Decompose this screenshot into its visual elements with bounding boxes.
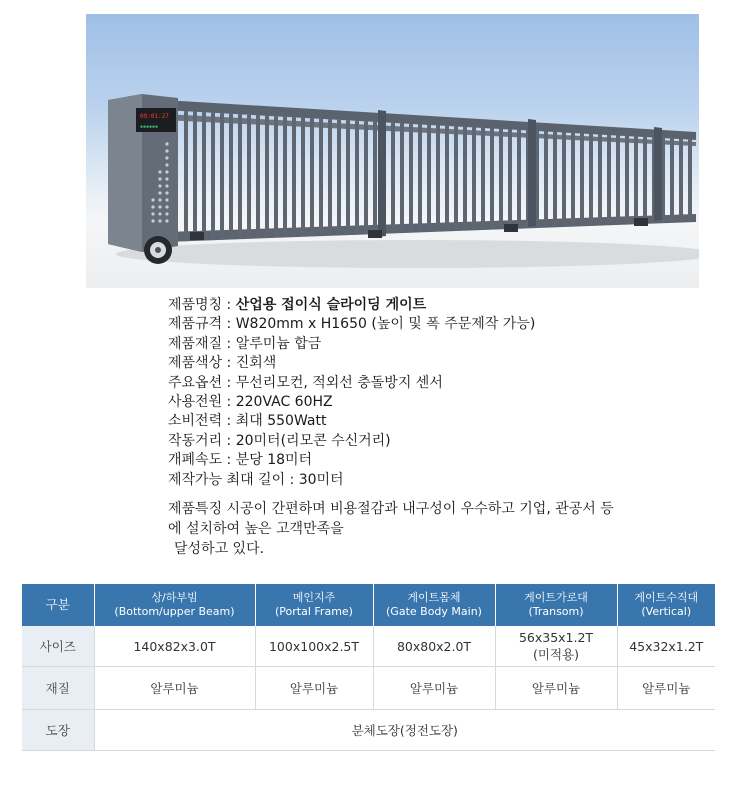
spec-value: 산업용 접이식 슬라이딩 게이트: [235, 297, 427, 313]
spec-key: 제품색상 :: [168, 355, 236, 372]
sliding-gate-illustration: [86, 14, 699, 288]
header-portal-frame: 메인지주 (Portal Frame): [255, 584, 373, 626]
spec-row: [168, 412, 535, 431]
spec-list: [168, 296, 535, 490]
table-cell: 80x80x2.0T: [373, 626, 495, 667]
header-beam: 상/하부빔 (Bottom/upper Beam): [94, 584, 255, 626]
spec-value: 20미터(리모콘 수신거리): [235, 432, 391, 449]
table-cell: 140x82x3.0T: [94, 626, 255, 667]
spec-key: 작동거리 :: [168, 432, 236, 449]
spec-row: [168, 374, 535, 393]
header-gate-body: 게이트몸체 (Gate Body Main): [373, 584, 495, 626]
product-description: [168, 499, 688, 559]
spec-value: W820mm x H1650 (높이 및 폭 주문제작 가능): [235, 316, 536, 333]
table-row: [22, 667, 715, 710]
spec-row: [168, 354, 535, 373]
table-cell: 알루미늄: [495, 667, 617, 710]
spec-key: 제작가능 최대 길이 :: [168, 471, 299, 488]
spec-value: 분당 18미터: [235, 452, 313, 469]
spec-row: [168, 335, 535, 354]
header-transom: 게이트가로대 (Transom): [495, 584, 617, 626]
table-row: [22, 626, 715, 667]
spec-value: 최대 550Watt: [235, 413, 327, 430]
table-cell: 알루미늄: [373, 667, 495, 710]
spec-key: 제품명칭 :: [168, 297, 236, 313]
spec-key: 제품규격 :: [168, 316, 236, 333]
description-line: 제품특징 시공이 간편하며 비용절감과 내구성이 우수하고 기업, 관공서 등: [168, 501, 614, 517]
row-label-size: 사이즈: [22, 626, 94, 667]
spec-key: 개폐속도 :: [168, 452, 236, 469]
table-cell: 56x35x1.2T (미적용): [495, 626, 617, 667]
table-cell: 알루미늄: [255, 667, 373, 710]
spec-value: 220VAC 60HZ: [235, 394, 333, 411]
spec-table: [22, 584, 715, 751]
spec-key: 소비전력 :: [168, 413, 236, 430]
svg-text:09:01:27: 09:01:27: [140, 113, 169, 120]
description-line: 에 설치하여 높은 고객만족을: [168, 521, 344, 537]
spec-key: 제품재질 :: [168, 335, 236, 352]
table-cell: 45x32x1.2T: [617, 626, 715, 667]
row-label-coating: 도장: [22, 710, 94, 751]
spec-row: [168, 315, 535, 334]
spec-key: 사용전원 :: [168, 394, 236, 411]
spec-value: 무선리모컨, 적외선 충돌방지 센서: [235, 374, 443, 391]
table-cell: 100x100x2.5T: [255, 626, 373, 667]
spec-value: 진회색: [235, 355, 277, 372]
table-cell: 알루미늄: [94, 667, 255, 710]
table-header-row: [22, 584, 715, 626]
product-photo: [86, 14, 699, 288]
row-label-material: 재질: [22, 667, 94, 710]
table-cell: 알루미늄: [617, 667, 715, 710]
spec-row: [168, 432, 535, 451]
header-vertical: 게이트수직대 (Vertical): [617, 584, 715, 626]
spec-value: 30미터: [298, 471, 344, 488]
description-line: 달성하고 있다.: [174, 541, 265, 557]
spec-row: [168, 471, 535, 490]
spec-row: [168, 393, 535, 412]
table-cell: 분체도장(정전도장): [94, 710, 715, 751]
header-category: 구분: [22, 584, 94, 626]
svg-text:▪▪▪▪▪▪: ▪▪▪▪▪▪: [140, 124, 159, 130]
table-row: [22, 710, 715, 751]
spec-row: [168, 451, 535, 470]
spec-value: 알루미늄 합금: [235, 335, 322, 352]
spec-key: 주요옵션 :: [168, 374, 236, 391]
spec-row: [168, 296, 535, 315]
